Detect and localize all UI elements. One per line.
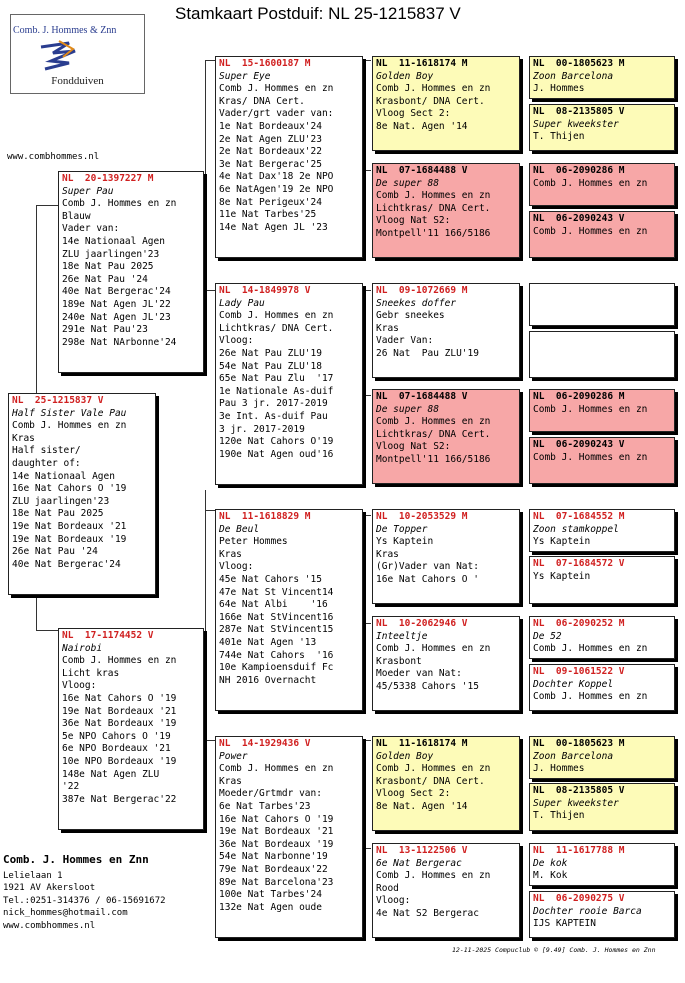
pedigree-info-line: Vader Van: — [376, 335, 434, 347]
pedigree-info-line: Comb J. Hommes en zn — [533, 403, 648, 415]
pedigree-info-line: 190e Nat Agen oud'16 — [219, 448, 334, 460]
ring-number: NL 14-1929436 V — [219, 738, 311, 749]
pedigree-info-line: Gebr sneekes — [376, 310, 445, 322]
pedigree-mother-mother[interactable] — [215, 736, 363, 938]
pedigree-info-line: 14e Nat Agen JL '23 — [219, 221, 328, 233]
pedigree-info-line: 18e Nat Pau 2025 — [12, 508, 104, 520]
pedigree-info-line: 19e Nat Bordeaux '19 — [12, 533, 127, 545]
pedigree-info-line: Comb J. Hommes en zn — [376, 83, 491, 95]
pedigree-info-line: Lichtkras/ DNA Cert. — [219, 322, 334, 334]
ring-number: NL 11-1618829 M — [219, 511, 311, 522]
pedigree-info-line: 79e Nat Bordeaux'22 — [219, 863, 328, 875]
pedigree-info-line: 40e Nat Bergerac'24 — [62, 286, 171, 298]
pigeon-name: Super kweekster — [533, 797, 619, 809]
pedigree-info-line: 8e Nat Perigeux'24 — [219, 196, 322, 208]
pedigree-info-line: 3 jr. 2017-2019 — [219, 423, 305, 435]
pedigree-info-line: Comb J. Hommes en zn — [533, 691, 648, 703]
pedigree-info-line: Kras — [376, 548, 399, 560]
logo-subtitle: Fondduiven — [51, 75, 104, 87]
pedigree-info-line: Ys Kaptein — [376, 536, 434, 548]
pedigree-info-line: Vader/grt vader van: — [219, 108, 334, 120]
pedigree-info-line: 2e Nat Bordeaux'22 — [219, 146, 322, 158]
pedigree-gen5-1[interactable] — [529, 56, 675, 99]
pigeon-name: Dochter rooie Barca — [533, 905, 642, 917]
owner-website[interactable]: www.combhommes.nl — [3, 920, 96, 931]
pedigree-subject[interactable] — [8, 393, 156, 595]
page-title: Stamkaart Postduif: NL 25-1215837 V — [175, 4, 461, 23]
pedigree-info-line: 166e Nat StVincent16 — [219, 611, 334, 623]
pigeon-name: De super 88 — [376, 403, 439, 415]
ring-number: NL 17-1174452 V — [62, 630, 154, 641]
pedigree-info-line: 100e Nat Tarbes'24 — [219, 889, 322, 901]
pigeon-name: De super 88 — [376, 177, 439, 189]
pedigree-info-line: 45/5338 Cahors '15 — [376, 680, 479, 692]
pedigree-info-line: 26e Nat Pau '24 — [12, 546, 98, 558]
pedigree-info-line: 189e Nat Agen JL'22 — [62, 298, 171, 310]
pigeon-name: Sneekes doffer — [376, 297, 457, 309]
ring-number: NL 06-2090275 V — [533, 893, 625, 904]
pedigree-info-line: Comb J. Hommes en zn — [533, 643, 648, 655]
pedigree-info-line: Comb J. Hommes en zn — [219, 83, 334, 95]
pedigree-info-line: Comb J. Hommes en zn — [12, 420, 127, 432]
pedigree-gen5-7[interactable] — [529, 389, 675, 432]
pedigree-info-line: Vloog Nat S2: — [376, 441, 451, 453]
pedigree-info-line: Kras — [376, 322, 399, 334]
pedigree-info-line: Vloog Sect 2: — [376, 108, 451, 120]
pedigree-info-line: Lichtkras/ DNA Cert. — [376, 428, 491, 440]
ring-number: NL 07-1684572 V — [533, 558, 625, 569]
pedigree-mother-father[interactable] — [215, 509, 363, 711]
pedigree-info-line: Vloog: — [219, 335, 254, 347]
pedigree-gen4-4[interactable] — [372, 389, 520, 484]
pedigree-info-line: Krasbont/ DNA Cert. — [376, 775, 485, 787]
pedigree-info-line: 54e Nat Pau ZLU'18 — [219, 360, 322, 372]
pedigree-info-line: Comb J. Hommes en zn — [62, 655, 177, 667]
pedigree-info-line: 36e Nat Bordeaux '19 — [62, 718, 177, 730]
pedigree-info-line: 18e Nat Pau 2025 — [62, 261, 154, 273]
pedigree-info-line: 26 Nat Pau ZLU'19 — [376, 347, 479, 359]
pedigree-info-line: 10e Kampioensduif Fc — [219, 662, 334, 674]
ring-number: NL 20-1397227 M — [62, 173, 154, 184]
pigeon-name: De 52 — [533, 630, 562, 642]
website-link[interactable]: www.combhommes.nl — [7, 152, 100, 162]
pedigree-info-line: Comb J. Hommes en zn — [533, 451, 648, 463]
owner-address: Lelielaan 1 — [3, 870, 63, 881]
pedigree-info-line: 6e NPO Bordeaux '21 — [62, 743, 171, 755]
ring-number: NL 07-1684552 M — [533, 511, 625, 522]
pigeon-name: Half Sister Vale Pau — [12, 407, 127, 419]
pedigree-gen5-5[interactable] — [529, 283, 675, 326]
pedigree-info-line: 132e Nat Agen oude — [219, 901, 322, 913]
pedigree-info-line: Vloog: — [62, 680, 97, 692]
pedigree-gen5-11[interactable] — [529, 616, 675, 659]
pedigree-info-line: Krasbont/ DNA Cert. — [376, 95, 485, 107]
ring-number: NL 08-2135805 V — [533, 106, 625, 117]
pedigree-gen5-8[interactable] — [529, 437, 675, 484]
pedigree-gen5-13[interactable] — [529, 736, 675, 779]
ring-number: NL 06-2090243 V — [533, 439, 625, 450]
pedigree-info-line: 19e Nat Bordeaux '21 — [62, 705, 177, 717]
pedigree-father[interactable] — [58, 171, 204, 373]
pigeon-name: Zoon Barcelona — [533, 750, 614, 762]
pedigree-info-line: 26e Nat Pau '24 — [62, 273, 148, 285]
pigeon-name: Golden Boy — [376, 70, 434, 82]
logo-brand: Comb. J. Hommes & Znn — [13, 25, 117, 36]
pedigree-gen4-2[interactable] — [372, 163, 520, 258]
pedigree-info-line: Lichtkras/ DNA Cert. — [376, 202, 491, 214]
ring-number: NL 06-2090243 V — [533, 213, 625, 224]
pedigree-info-line: 3e Nat Bergerac'25 — [219, 158, 322, 170]
owner-name: Comb. J. Hommes en Znn — [3, 853, 149, 866]
pedigree-info-line: 3e Int. As-duif Pau — [219, 410, 328, 422]
pigeon-name: Dochter Koppel — [533, 678, 614, 690]
ring-number: NL 00-1805623 M — [533, 738, 625, 749]
pedigree-info-line: 8e Nat. Agen '14 — [376, 120, 468, 132]
pedigree-info-line: T. Thijen — [533, 810, 585, 822]
ring-number: NL 07-1684488 V — [376, 391, 468, 402]
ring-number: NL 11-1618174 M — [376, 738, 468, 749]
pedigree-info-line: Vloog: — [219, 561, 254, 573]
pedigree-info-line: 19e Nat Bordeaux '21 — [219, 826, 334, 838]
pigeon-name: Zoon Barcelona — [533, 70, 614, 82]
pedigree-info-line: 401e Nat Agen '13 — [219, 636, 317, 648]
pigeon-logo-icon — [39, 39, 79, 73]
pigeon-name: 6e Nat Bergerac — [376, 857, 462, 869]
pedigree-info-line: 40e Nat Bergerac'24 — [12, 558, 121, 570]
pedigree-gen5-15[interactable] — [529, 843, 675, 886]
ring-number: NL 00-1805623 M — [533, 58, 625, 69]
pedigree-info-line: 47e Nat St Vincent14 — [219, 586, 334, 598]
pedigree-info-line: Comb J. Hommes en zn — [376, 190, 491, 202]
pedigree-gen5-16[interactable] — [529, 891, 675, 938]
pedigree-info-line: 2e Nat Agen ZLU'23 — [219, 133, 322, 145]
print-stamp: 12-11-2025 Compuclub © [9.49] Comb. J. Hommes en Znn — [452, 946, 656, 954]
pedigree-info-line: Montpell'11 166/5186 — [376, 453, 491, 465]
ring-number: NL 10-2062946 V — [376, 618, 468, 629]
pedigree-info-line: 89e Nat Barcelona'23 — [219, 876, 334, 888]
ring-number: NL 15-1600187 M — [219, 58, 311, 69]
pedigree-info-line: IJS KAPTEIN — [533, 918, 596, 930]
owner-city: 1921 AV Akersloot — [3, 883, 96, 893]
pedigree-info-line: 4e Nat S2 Bergerac — [376, 907, 479, 919]
pedigree-gen4-7[interactable] — [372, 736, 520, 831]
owner-email[interactable]: nick_hommes@hotmail.com — [3, 908, 128, 918]
pedigree-info-line: 6e NatAgen'19 2e NPO — [219, 183, 334, 195]
pedigree-info-line: J. Hommes — [533, 83, 585, 95]
pedigree-gen4-1[interactable] — [372, 56, 520, 151]
pedigree-info-line: 16e Nat Cahors O '19 — [219, 813, 334, 825]
pedigree-info-line: Moeder/Grtmdr van: — [219, 788, 322, 800]
pedigree-info-line: 65e Nat Pau Zlu '17 — [219, 373, 334, 385]
ring-number: NL 25-1215837 V — [12, 395, 104, 406]
pedigree-info-line: J. Hommes — [533, 763, 585, 775]
pedigree-info-line: Comb J. Hommes en zn — [219, 310, 334, 322]
pedigree-father-mother[interactable] — [215, 283, 363, 485]
pedigree-info-line: 5e NPO Cahors O '19 — [62, 730, 171, 742]
ring-number: NL 06-2090252 M — [533, 618, 625, 629]
pedigree-info-line: 287e Nat StVincent15 — [219, 624, 334, 636]
ring-number: NL 09-1072669 M — [376, 285, 468, 296]
pedigree-info-line: 744e Nat Cahors '16 — [219, 649, 334, 661]
pedigree-info-line: M. Kok — [533, 870, 568, 882]
pedigree-gen5-3[interactable] — [529, 163, 675, 206]
pedigree-info-line: 10e NPO Bordeaux '19 — [62, 755, 177, 767]
pedigree-info-line: 54e Nat Narbonne'19 — [219, 851, 328, 863]
ring-number: NL 10-2053529 M — [376, 511, 468, 522]
pedigree-info-line: Ys Kaptein — [533, 536, 591, 548]
pedigree-info-line: Blauw — [62, 210, 91, 222]
contact-block — [3, 854, 166, 932]
pedigree-info-line: 16e Nat Cahors O '19 — [62, 692, 177, 704]
ring-number: NL 13-1122506 V — [376, 845, 468, 856]
pedigree-info-line: Comb J. Hommes en zn — [376, 763, 491, 775]
pedigree-info-line: T. Thijen — [533, 131, 585, 143]
pedigree-info-line: daughter of: — [12, 457, 81, 469]
pedigree-info-line: 4e Nat Dax'18 2e NPO — [219, 171, 334, 183]
pedigree-info-line: 8e Nat. Agen '14 — [376, 800, 468, 812]
pedigree-info-line: Moeder van Nat: — [376, 668, 462, 680]
pedigree-info-line: Vloog Nat S2: — [376, 215, 451, 227]
pigeon-name: Inteeltje — [376, 630, 428, 642]
pedigree-father-father[interactable] — [215, 56, 363, 258]
pedigree-info-line: 148e Nat Agen ZLU — [62, 768, 160, 780]
pedigree-info-line: 19e Nat Bordeaux '21 — [12, 520, 127, 532]
ring-number: NL 11-1618174 M — [376, 58, 468, 69]
pedigree-info-line: Kras — [219, 548, 242, 560]
pedigree-info-line: Pau 3 jr. 2017-2019 — [219, 398, 328, 410]
ring-number: NL 08-2135805 V — [533, 785, 625, 796]
ring-number: NL 07-1684488 V — [376, 165, 468, 176]
pedigree-info-line: 14e Nationaal Agen — [12, 470, 115, 482]
ring-number: NL 06-2090286 M — [533, 165, 625, 176]
pedigree-info-line: 11e Nat Tarbes'25 — [219, 209, 317, 221]
pedigree-info-line: 1e Nat Bordeaux'24 — [219, 120, 322, 132]
pigeon-name: De kok — [533, 857, 568, 869]
pedigree-info-line: ZLU jaarlingen'23 — [62, 248, 160, 260]
pedigree-info-line: 36e Nat Bordeaux '19 — [219, 838, 334, 850]
pedigree-info-line: 45e Nat Cahors '15 — [219, 573, 322, 585]
pedigree-info-line: 26e Nat Pau ZLU'19 — [219, 347, 322, 359]
pedigree-info-line: (Gr)Vader van Nat: — [376, 561, 479, 573]
pedigree-info-line: Peter Hommes — [219, 536, 288, 548]
pedigree-gen5-4[interactable] — [529, 211, 675, 258]
logo — [10, 14, 145, 94]
pigeon-name: Golden Boy — [376, 750, 434, 762]
pigeon-name: Zoon stamkoppel — [533, 523, 619, 535]
pedigree-info-line: Comb J. Hommes en zn — [533, 225, 648, 237]
pedigree-gen4-5[interactable] — [372, 509, 520, 604]
pedigree-gen4-6[interactable] — [372, 616, 520, 711]
pedigree-mother[interactable] — [58, 628, 204, 830]
pedigree-info-line: NH 2016 Overnacht — [219, 674, 317, 686]
owner-phone: Tel.:0251-314376 / 06-15691672 — [3, 895, 166, 906]
pedigree-info-line: 240e Nat Agen JL'23 — [62, 311, 171, 323]
pedigree-info-line: Vloog Sect 2: — [376, 788, 451, 800]
pedigree-info-line: Kras — [12, 432, 35, 444]
pigeon-name: De Beul — [219, 523, 260, 535]
pedigree-info-line: '22 — [62, 781, 80, 793]
pigeon-name: Power — [219, 750, 248, 762]
pedigree-gen5-10[interactable] — [529, 556, 675, 604]
pedigree-info-line: Comb J. Hommes en zn — [376, 870, 491, 882]
pedigree-info-line: Comb J. Hommes en zn — [62, 198, 177, 210]
pigeon-name: Super Eye — [219, 70, 271, 82]
pedigree-info-line: 387e Nat Bergerac'22 — [62, 793, 177, 805]
pedigree-info-line: 6e Nat Tarbes'23 — [219, 800, 311, 812]
pedigree-info-line: 120e Nat Cahors O'19 — [219, 436, 334, 448]
pedigree-gen4-8[interactable] — [372, 843, 520, 938]
pedigree-info-line: Krasbont — [376, 655, 422, 667]
pedigree-info-line: 291e Nat Pau'23 — [62, 324, 148, 336]
pedigree-gen4-3[interactable] — [372, 283, 520, 378]
pedigree-info-line: Vloog: — [376, 895, 411, 907]
pedigree-info-line: Montpell'11 166/5186 — [376, 227, 491, 239]
pigeon-name: De Topper — [376, 523, 428, 535]
pigeon-name: Nairobi — [62, 642, 103, 654]
pedigree-info-line: Comb J. Hommes en zn — [533, 177, 648, 189]
pigeon-name: Super kweekster — [533, 118, 619, 130]
pedigree-info-line: Comb J. Hommes en zn — [219, 763, 334, 775]
pedigree-gen5-2[interactable] — [529, 104, 675, 151]
pedigree-info-line: 16e Nat Cahors O ' — [376, 573, 479, 585]
pedigree-info-line: Comb J. Hommes en zn — [376, 416, 491, 428]
pedigree-gen5-6[interactable] — [529, 331, 675, 378]
pedigree-info-line: Half sister/ — [12, 445, 81, 457]
ring-number: NL 14-1849978 V — [219, 285, 311, 296]
pedigree-info-line: Kras/ DNA Cert. — [219, 95, 305, 107]
pedigree-info-line: 64e Nat Albi '16 — [219, 599, 328, 611]
pigeon-name: Super Pau — [62, 185, 114, 197]
ring-number: NL 11-1617788 M — [533, 845, 625, 856]
pedigree-gen5-9[interactable] — [529, 509, 675, 552]
ring-number: NL 09-1061522 V — [533, 666, 625, 677]
pedigree-gen5-14[interactable] — [529, 783, 675, 831]
pigeon-name: Lady Pau — [219, 297, 265, 309]
pedigree-gen5-12[interactable] — [529, 664, 675, 711]
pedigree-info-line: Licht kras — [62, 667, 120, 679]
pedigree-info-line: Comb J. Hommes en zn — [376, 643, 491, 655]
pedigree-info-line: 298e Nat NArbonne'24 — [62, 336, 177, 348]
ring-number: NL 06-2090286 M — [533, 391, 625, 402]
pedigree-info-line: Kras — [219, 775, 242, 787]
pedigree-info-line: Vader van: — [62, 223, 120, 235]
pedigree-info-line: 16e Nat Cahors O '19 — [12, 483, 127, 495]
pedigree-info-line: Rood — [376, 882, 399, 894]
pedigree-info-line: ZLU jaarlingen'23 — [12, 495, 110, 507]
pedigree-info-line: 14e Nationaal Agen — [62, 235, 165, 247]
pedigree-info-line: 1e Nationale As-duif — [219, 385, 334, 397]
pedigree-info-line: Ys Kaptein — [533, 570, 591, 582]
